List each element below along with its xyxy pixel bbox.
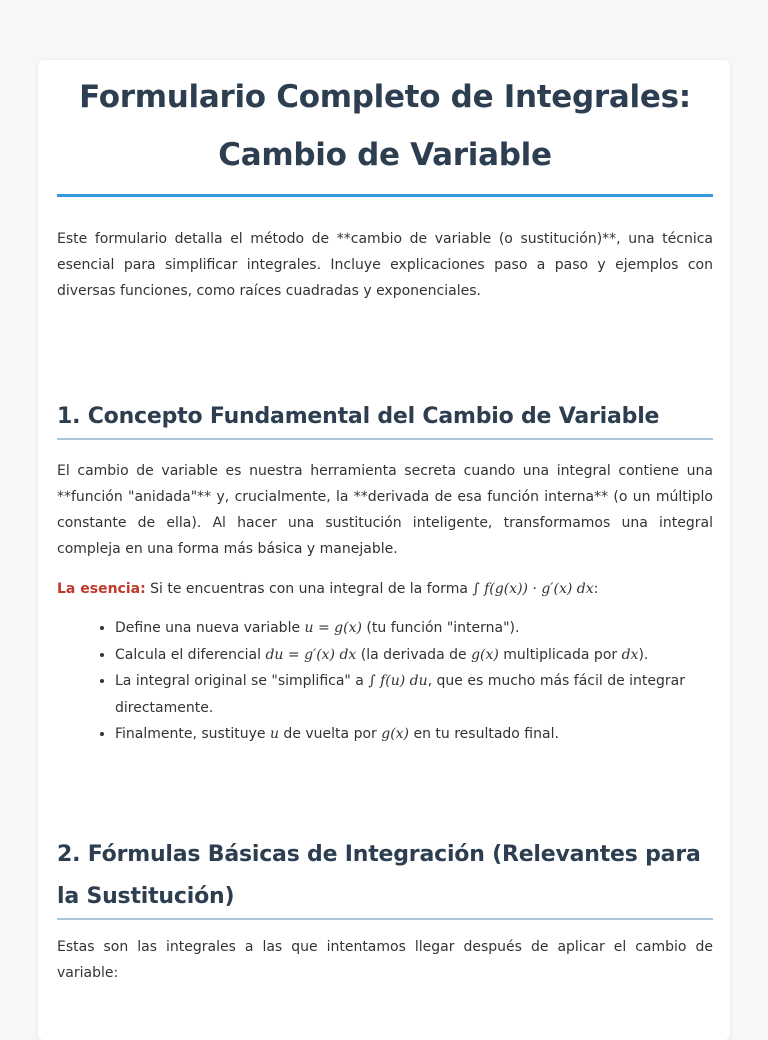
section-1-paragraph: El cambio de variable es nuestra herramienta secreta cuando una integral contiene una **función "anidada"** y, crucialmente, la **derivada de esa función interna** (o un múltiplo constante de ella). Al hacer una sustitución inteligente, transformamos una integral compleja en una forma más básica y manejable.	[57, 463, 713, 557]
document-card	[38, 60, 730, 1040]
steps-list	[57, 615, 713, 748]
essence-end: :	[593, 581, 599, 597]
list-item-math: du = g′(x) dx	[265, 646, 357, 663]
list-item-text: Finalmente, sustituye	[115, 726, 270, 742]
list-item-math: g(x)	[381, 726, 410, 742]
intro-paragraph: Este formulario detalla el método de **cambio de variable (o sustitución)**, una técnica esencial para simplificar integrales. Incluye explicaciones paso a paso y ejemplos con diversas funciones, como raíces cuadradas y exponenciales.	[57, 231, 713, 299]
list-item-text: multiplicada por	[498, 646, 622, 663]
list-item	[115, 642, 713, 669]
essence-text: Si te encuentras con una integral de la forma	[145, 581, 473, 597]
list-item-text: Calcula el diferencial	[115, 646, 266, 663]
section-2-heading: 2. Fórmulas Básicas de Integración (Relevantes para la Sustitución)	[57, 841, 701, 909]
list-item-text: Define una nueva variable	[115, 620, 305, 636]
essence-formula: ∫ f(g(x)) · g′(x) dx	[472, 581, 594, 597]
list-item-math: u	[269, 726, 279, 742]
list-item	[115, 721, 713, 748]
title-divider	[57, 194, 713, 197]
list-item-math: dx	[621, 646, 639, 663]
list-item-text: de vuelta por	[278, 726, 382, 742]
page-title-line1: Formulario Completo de Integrales:	[79, 79, 691, 115]
list-item-text: (tu función "interna").	[361, 620, 520, 636]
section-2-paragraph: Estas son las integrales a las que intentamos llegar después de aplicar el cambio de variable:	[57, 938, 713, 981]
list-item	[115, 615, 713, 642]
list-item	[115, 668, 713, 721]
list-item-text: , que es mucho más fácil de integrar directamente.	[115, 673, 686, 716]
section-1-heading: 1. Concepto Fundamental del Cambio de Variable	[57, 404, 660, 429]
list-item-math: ∫ f(u) du	[368, 673, 428, 689]
list-item-math: u = g(x)	[304, 620, 362, 636]
section-2-divider	[57, 918, 713, 920]
list-item-text: La integral original se "simplifica" a	[115, 673, 369, 689]
section-1	[57, 396, 713, 748]
document-content	[57, 60, 713, 986]
essence-paragraph	[57, 576, 713, 602]
page-title-line2: Cambio de Variable	[218, 137, 552, 173]
list-item-math: g(x)	[471, 646, 499, 663]
page-title	[57, 60, 713, 184]
list-item-text: ).	[638, 646, 649, 663]
essence-label: La esencia:	[57, 581, 146, 597]
list-item-text: (la derivada de	[356, 646, 472, 663]
section-2	[57, 834, 713, 986]
section-1-divider	[57, 438, 713, 440]
list-item-text: en tu resultado final.	[409, 726, 559, 742]
